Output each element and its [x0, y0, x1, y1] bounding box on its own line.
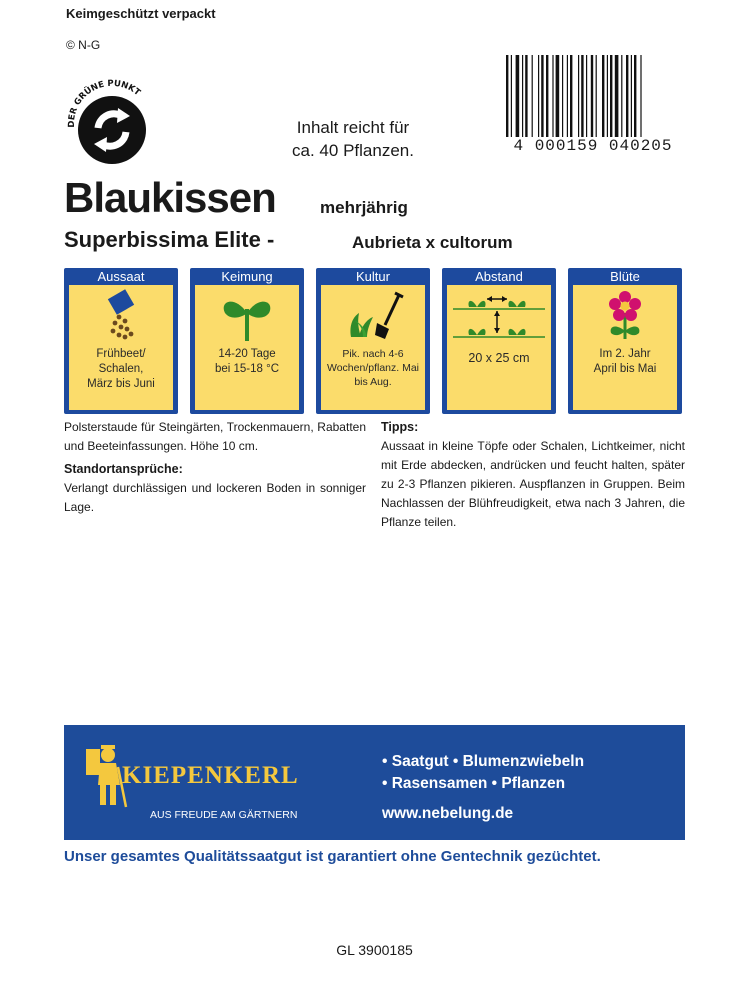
product-name: Blaukissen: [64, 174, 276, 221]
tips-text: Aussaat in kleine Töpfe oder Schalen, Lichtkeimer, nicht mit Erde abdecken, andrücken und feucht halten, später zu 2-3 Pflanzen pikieren. Auspflanzen in Gruppen. Beim Nachlassen der Blühfreudigkeit, etwa nach 3 Jahren, die Pflanze teilen.: [381, 439, 685, 529]
barcode-number: 4 000159 040205: [498, 137, 688, 155]
card-title: Abstand: [475, 269, 523, 284]
growing-info-cards: [64, 268, 684, 414]
gl-code: GL 3900185: [336, 942, 413, 958]
seed-packet-icon: [69, 287, 173, 343]
seedling-icon: [195, 287, 299, 343]
product-type: mehrjährig: [320, 198, 408, 217]
product-variety: Superbissima Elite -: [64, 227, 275, 252]
seed-contents-info: Inhalt reicht für ca. 40 Pflanzen.: [292, 118, 414, 160]
card-title: Keimung: [221, 269, 273, 284]
card-title: Aussaat: [97, 269, 145, 284]
location-text: Verlangt durchlässigen und lockeren Boden in sonniger Lage.: [64, 481, 366, 514]
description-right: [381, 418, 685, 532]
gruener-punkt-logo-icon: [62, 76, 162, 176]
packaging-note: Keimgeschützt verpackt: [66, 6, 216, 21]
shovel-icon: [321, 287, 425, 343]
spacing-icon: [447, 287, 551, 343]
svg-text:DER GRÜNE PUNKT: DER GRÜNE PUNKT: [66, 78, 143, 128]
card-keimung: Keimung 14-20 Tage bei 15-18 °C: [190, 268, 304, 414]
card-kultur: Kultur Pik. nach 4-6 Wochen/pflanz. Mai bis Aug.: [316, 268, 430, 414]
website-link[interactable]: www.nebelung.de: [382, 805, 514, 822]
tips-heading: Tipps:: [381, 420, 419, 434]
gmo-free-note: Unser gesamtes Qualitätssaatgut ist garantiert ohne Gentechnik gezüchtet.: [64, 848, 601, 865]
copyright: © N-G: [66, 38, 101, 52]
brand-banner: [64, 725, 685, 840]
description-left: [64, 418, 366, 517]
product-latin-name: Aubrieta x cultorum: [352, 233, 513, 252]
card-aussaat: Aussaat Frühbeet/ Schalen, März bis Juni: [64, 268, 178, 414]
flower-icon: [573, 287, 677, 343]
card-abstand: Abstand 20 x 25 cm: [442, 268, 556, 414]
product-categories: • Saatgut • Blumenzwiebeln • Rasensamen • Pflanzen: [382, 753, 585, 792]
brand-tagline: AUS FREUDE AM GÄRTNERN: [150, 809, 298, 821]
description-intro: Polsterstaude für Steingärten, Trockenmauern, Rabatten und Beeteinfassungen. Höhe 10 cm.: [64, 420, 366, 453]
location-heading: Standortansprüche:: [64, 462, 183, 476]
brand-name: KIEPENKERL: [122, 762, 299, 789]
card-title: Kultur: [356, 269, 390, 284]
card-bluete: Blüte Im 2. Jahr April bis Mai: [568, 268, 682, 414]
card-title: Blüte: [610, 269, 640, 284]
